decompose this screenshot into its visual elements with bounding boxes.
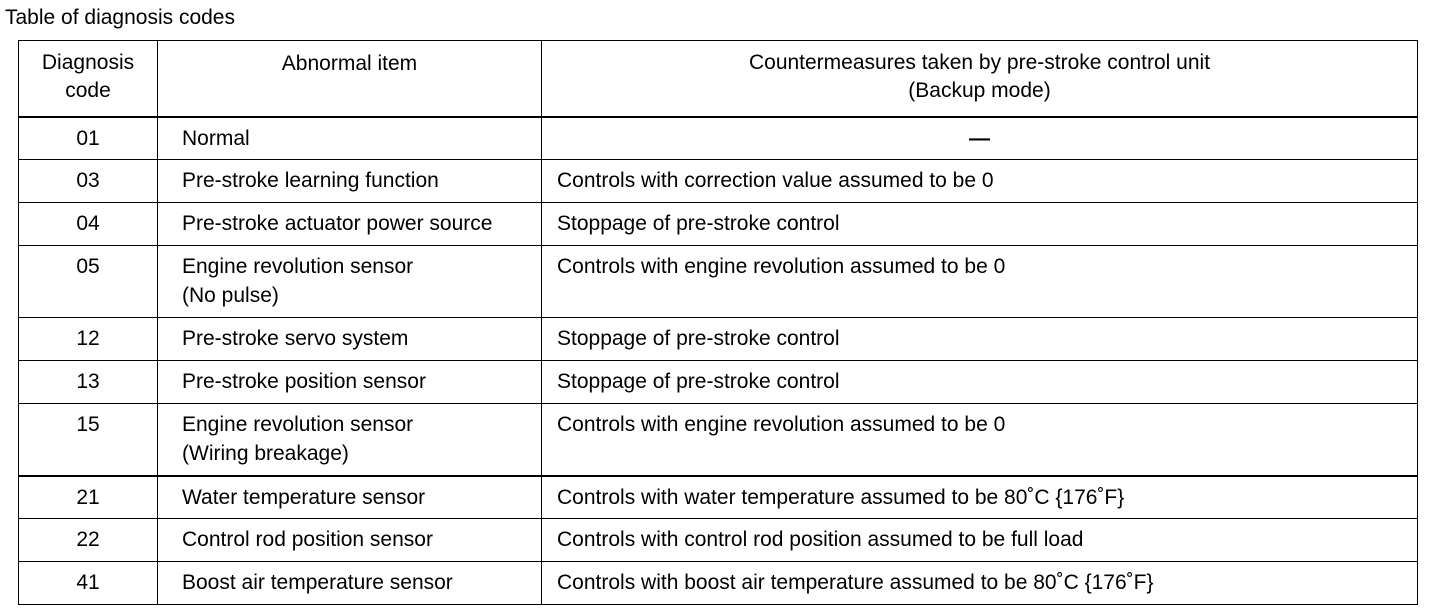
header-counter-line2: (Backup mode)	[908, 79, 1051, 102]
row-countermeasure: Stoppage of pre-stroke control	[542, 203, 1418, 246]
row-countermeasure: Stoppage of pre-stroke control	[542, 318, 1418, 361]
table-row	[19, 361, 1418, 404]
header-counter-line1: Countermeasures taken by pre-stroke control unit	[748, 51, 1211, 74]
row-item	[158, 404, 542, 476]
header-countermeasures	[542, 41, 1418, 117]
row-item-line1: Engine revolution sensor	[182, 255, 414, 278]
row-code: 15	[19, 404, 158, 476]
table-row	[19, 160, 1418, 203]
header-diagnosis-code	[19, 41, 158, 117]
row-code: 04	[19, 203, 158, 246]
table-row	[19, 562, 1418, 605]
diagnosis-codes-table	[18, 40, 1418, 605]
table-caption: Table of diagnosis codes	[5, 6, 235, 29]
header-code-line1: Diagnosis	[41, 51, 135, 74]
table-row	[19, 117, 1418, 160]
row-code: 21	[19, 476, 158, 519]
row-item: Pre-stroke position sensor	[158, 361, 542, 404]
row-code: 05	[19, 246, 158, 318]
row-countermeasure: Controls with boost air temperature assumed to be 80˚C {176˚F}	[542, 562, 1418, 605]
row-countermeasure: —	[542, 117, 1418, 160]
table-row	[19, 246, 1418, 318]
row-countermeasure: Controls with control rod position assumed to be full load	[542, 519, 1418, 562]
row-countermeasure: Controls with correction value assumed to be 0	[542, 160, 1418, 203]
row-code: 03	[19, 160, 158, 203]
header-code-line2: code	[65, 79, 111, 102]
row-code: 41	[19, 562, 158, 605]
table-header-row	[19, 41, 1418, 117]
row-item: Pre-stroke servo system	[158, 318, 542, 361]
row-item-line2: (Wiring breakage)	[182, 442, 349, 465]
row-countermeasure: Controls with engine revolution assumed to be 0	[542, 404, 1418, 476]
row-code: 12	[19, 318, 158, 361]
row-countermeasure: Controls with water temperature assumed to be 80˚C {176˚F}	[542, 476, 1418, 519]
row-item: Boost air temperature sensor	[158, 562, 542, 605]
row-code: 22	[19, 519, 158, 562]
row-item: Pre-stroke actuator power source	[158, 203, 542, 246]
table-row	[19, 318, 1418, 361]
row-code: 13	[19, 361, 158, 404]
row-item	[158, 246, 542, 318]
row-item: Normal	[158, 117, 542, 160]
table-row	[19, 519, 1418, 562]
row-item: Water temperature sensor	[158, 476, 542, 519]
row-item-line2: (No pulse)	[182, 284, 279, 307]
row-countermeasure: Controls with engine revolution assumed to be 0	[542, 246, 1418, 318]
row-item-line1: Engine revolution sensor	[182, 413, 414, 436]
row-code: 01	[19, 117, 158, 160]
row-item: Pre-stroke learning function	[158, 160, 542, 203]
table-row	[19, 203, 1418, 246]
row-item: Control rod position sensor	[158, 519, 542, 562]
table-row	[19, 404, 1418, 476]
table-row	[19, 476, 1418, 519]
header-abnormal-item: Abnormal item	[158, 41, 542, 117]
row-countermeasure: Stoppage of pre-stroke control	[542, 361, 1418, 404]
